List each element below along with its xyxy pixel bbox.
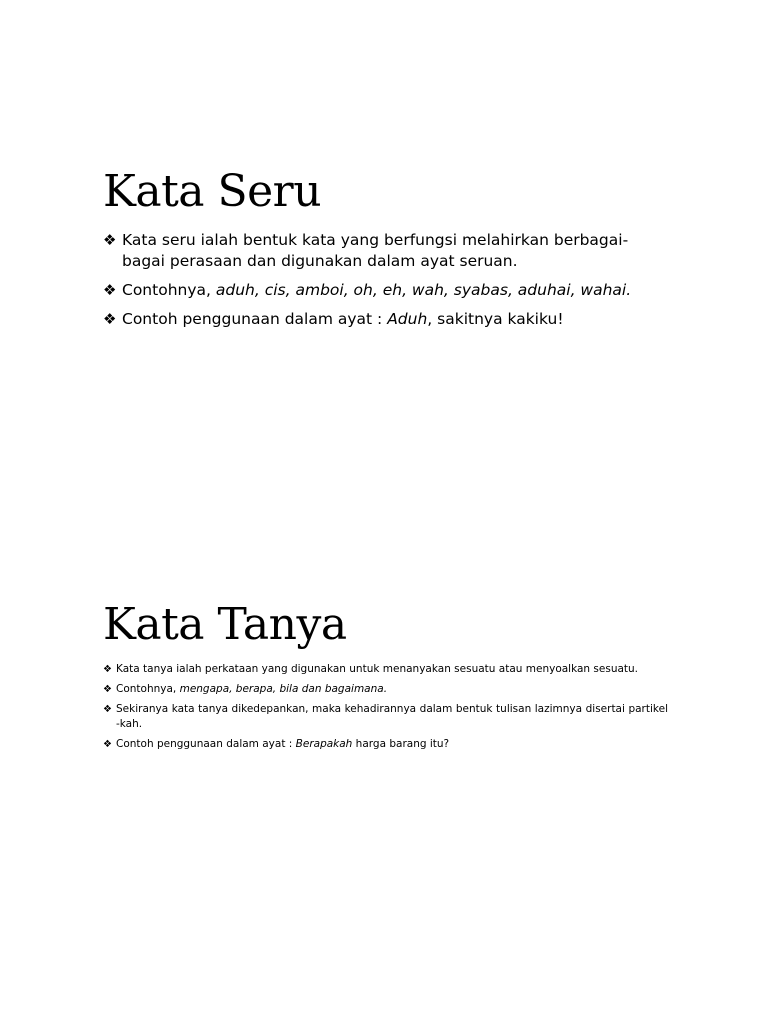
diamond-bullet-icon: ❖ bbox=[103, 664, 112, 675]
diamond-bullet-icon: ❖ bbox=[103, 739, 112, 750]
bullet-list bbox=[103, 662, 668, 752]
diamond-bullet-icon: ❖ bbox=[103, 684, 112, 695]
item-prefix: Contoh penggunaan dalam ayat : bbox=[116, 738, 296, 750]
section-title: Kata Seru bbox=[103, 166, 322, 217]
item-text: Kata seru ialah bentuk kata yang berfungsi melahirkan berbagai-bagai perasaan dan digunakan dalam ayat seruan. bbox=[122, 231, 629, 270]
diamond-bullet-icon: ❖ bbox=[103, 281, 117, 299]
bullet-list bbox=[103, 230, 668, 330]
item-examples: aduh, cis, amboi, oh, eh, wah, syabas, aduhai, wahai. bbox=[215, 281, 632, 299]
list-item bbox=[103, 230, 668, 272]
list-item bbox=[103, 682, 668, 697]
diamond-bullet-icon: ❖ bbox=[103, 231, 117, 249]
section-title: Kata Tanya bbox=[103, 599, 347, 650]
list-item bbox=[103, 737, 668, 752]
diamond-bullet-icon: ❖ bbox=[103, 704, 112, 715]
item-suffix: , sakitnya kakiku! bbox=[427, 310, 564, 328]
diamond-bullet-icon: ❖ bbox=[103, 310, 117, 328]
item-text: Kata tanya ialah perkataan yang digunakan untuk menanyakan sesuatu atau menyoalkan sesuatu. bbox=[116, 663, 639, 675]
item-text: Sekiranya kata tanya dikedepankan, maka kehadirannya dalam bentuk tulisan lazimnya disertai partikel -kah. bbox=[116, 703, 668, 730]
item-example-word: Aduh bbox=[387, 310, 428, 328]
item-suffix: harga barang itu? bbox=[352, 738, 450, 750]
section-kata-seru bbox=[103, 166, 668, 338]
item-prefix: Contoh penggunaan dalam ayat : bbox=[122, 310, 388, 328]
item-examples: mengapa, berapa, bila dan bagaimana. bbox=[179, 683, 388, 695]
item-prefix: Contohnya, bbox=[116, 683, 180, 695]
item-example-word: Berapakah bbox=[295, 738, 353, 750]
list-item bbox=[103, 309, 668, 330]
section-kata-tanya bbox=[103, 599, 668, 757]
list-item bbox=[103, 662, 668, 677]
list-item bbox=[103, 280, 668, 301]
item-prefix: Contohnya, bbox=[122, 281, 216, 299]
list-item bbox=[103, 702, 668, 732]
